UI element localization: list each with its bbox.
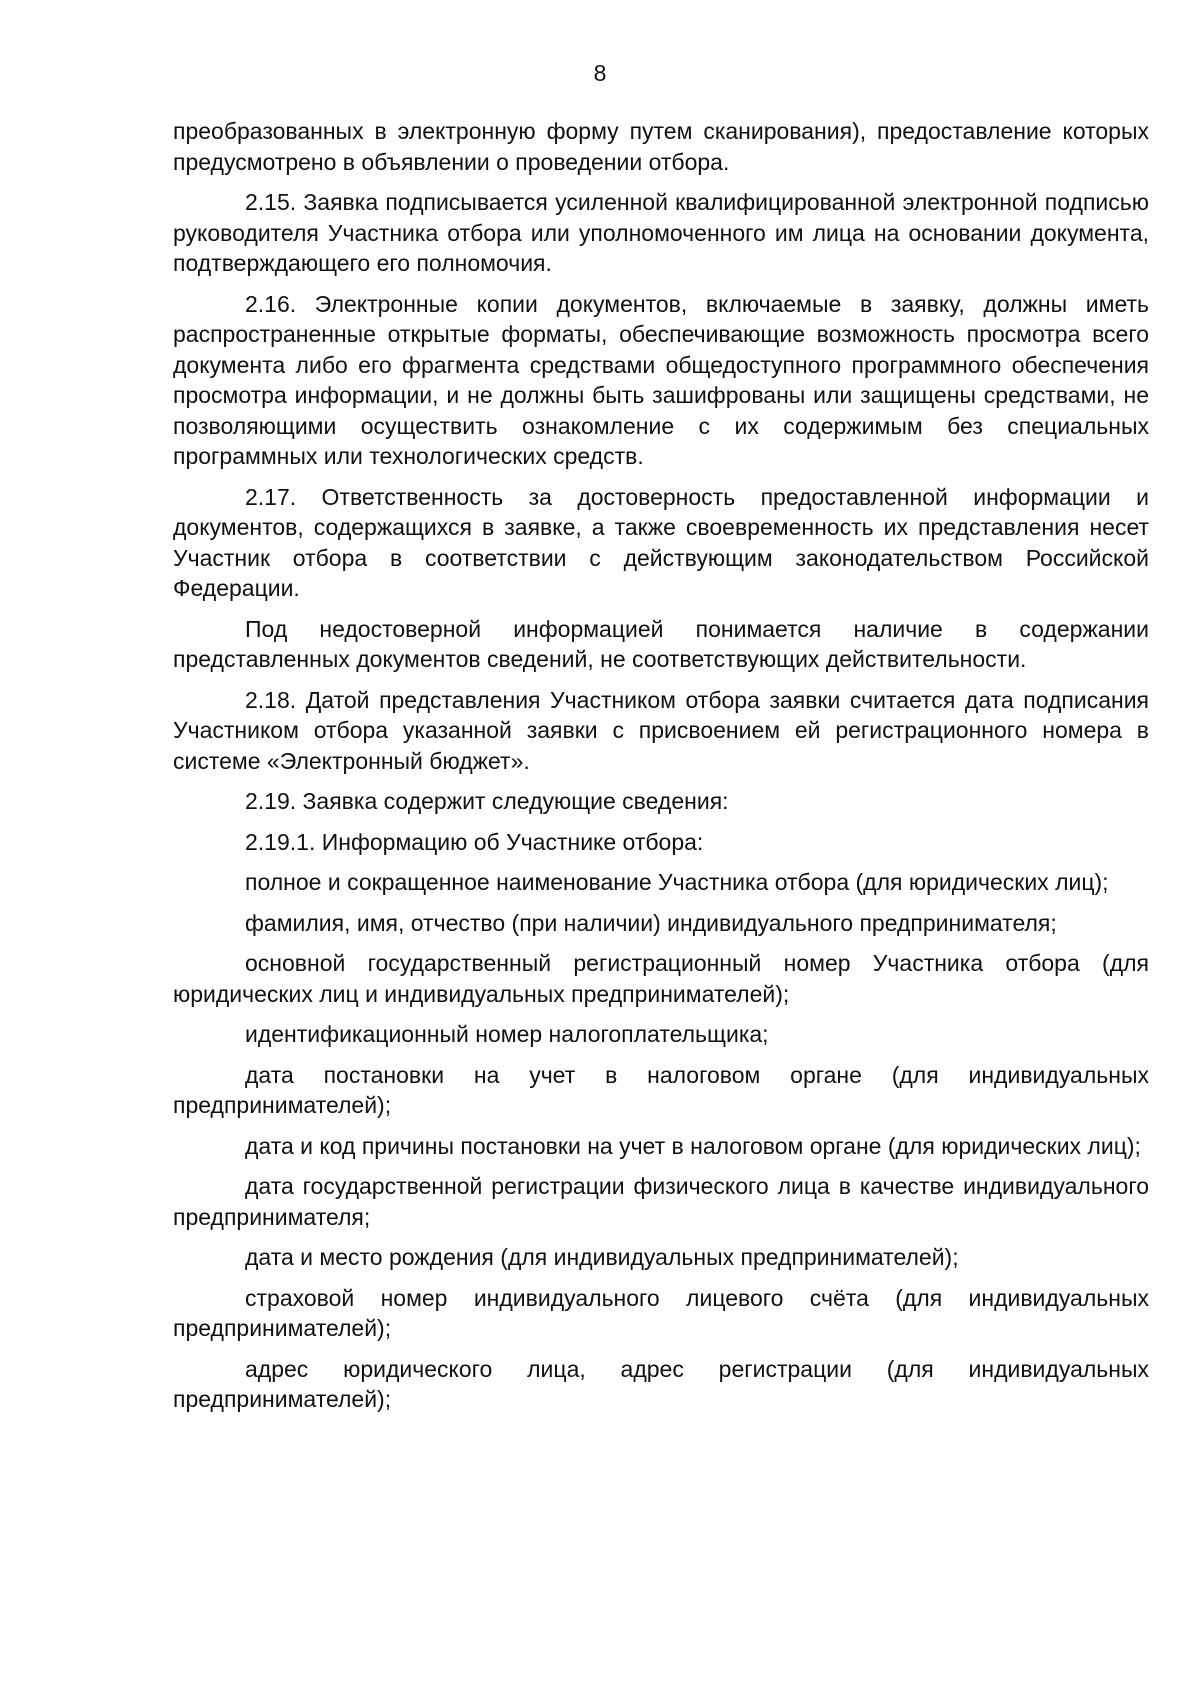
list-item-snils: страховой номер индивидуального лицевого счёта (для индивидуальных предпринимателей);: [173, 1284, 1149, 1341]
list-item-ogrn: основной государственный регистрационный номер Участника отбора (для юридических лиц и индивидуальных предпринимателей);: [173, 950, 1149, 1007]
paragraph-2-19-1: 2.19.1. Информацию об Участнике отбора:: [245, 828, 704, 855]
list-item-kpp: дата и код причины постановки на учет в налоговом органе (для юридических лиц);: [245, 1132, 1141, 1159]
paragraph-2-19: 2.19. Заявка содержит следующие сведения:: [245, 788, 729, 814]
list-item-inn: идентификационный номер налогоплательщика;: [245, 1021, 769, 1047]
paragraph-continuation: преобразованных в электронную форму путем сканирования), предоставление которых предусмотрено в объявлении о проведении отбора.: [173, 118, 1149, 175]
list-item-birth-date-place: дата и место рождения (для индивидуальных предпринимателей);: [245, 1244, 959, 1270]
list-item-fio: фамилия, имя, отчество (при наличии) индивидуального предпринимателя;: [245, 909, 1057, 936]
document-body: [173, 116, 1149, 1425]
paragraph-2-18: 2.18. Датой представления Участником отбора заявки считается дата подписания Участником отбора указанной заявки с присвоением ей регистрационного номера в системе «Электронный бюджет».: [173, 686, 1149, 774]
paragraph-2-16: 2.16. Электронные копии документов, включаемые в заявку, должны иметь распространенные открытые форматы, обеспечивающие возможность просмотра всего документа либо его фрагмента средствами общедоступного программного обеспечения просмотра информации, и не должны быть зашифрованы или защищены средствами, не позволяющими осуществить ознакомление с их содержимым без специальных программных или технологических средств.: [173, 290, 1149, 469]
list-item-tax-registration-date: дата постановки на учет в налоговом органе (для индивидуальных предпринимателей);: [173, 1061, 1149, 1118]
paragraph-2-15: 2.15. Заявка подписывается усиленной квалифицированной электронной подписью руководителя Участника отбора или уполномоченного им лица на основании документа, подтверждающего его полномочия.: [173, 189, 1149, 276]
list-item-address: адрес юридического лица, адрес регистрации (для индивидуальных предпринимателей);: [173, 1355, 1149, 1412]
paragraph-2-17: 2.17. Ответственность за достоверность предоставленной информации и документов, содержащихся в заявке, а также своевременность их представления несет Участник отбора в соответствии с действующим законодательством Российской Федерации.: [173, 483, 1149, 601]
paragraph-inaccurate-info: Под недостоверной информацией понимается наличие в содержании представленных документов сведений, не соответствующих действительности.: [173, 615, 1149, 672]
list-item-state-registration-date: дата государственной регистрации физического лица в качестве индивидуального предпринимателя;: [173, 1173, 1149, 1230]
page-number: 8: [593, 60, 607, 86]
list-item-full-name: полное и сокращенное наименование Участника отбора (для юридических лиц);: [245, 869, 1109, 895]
